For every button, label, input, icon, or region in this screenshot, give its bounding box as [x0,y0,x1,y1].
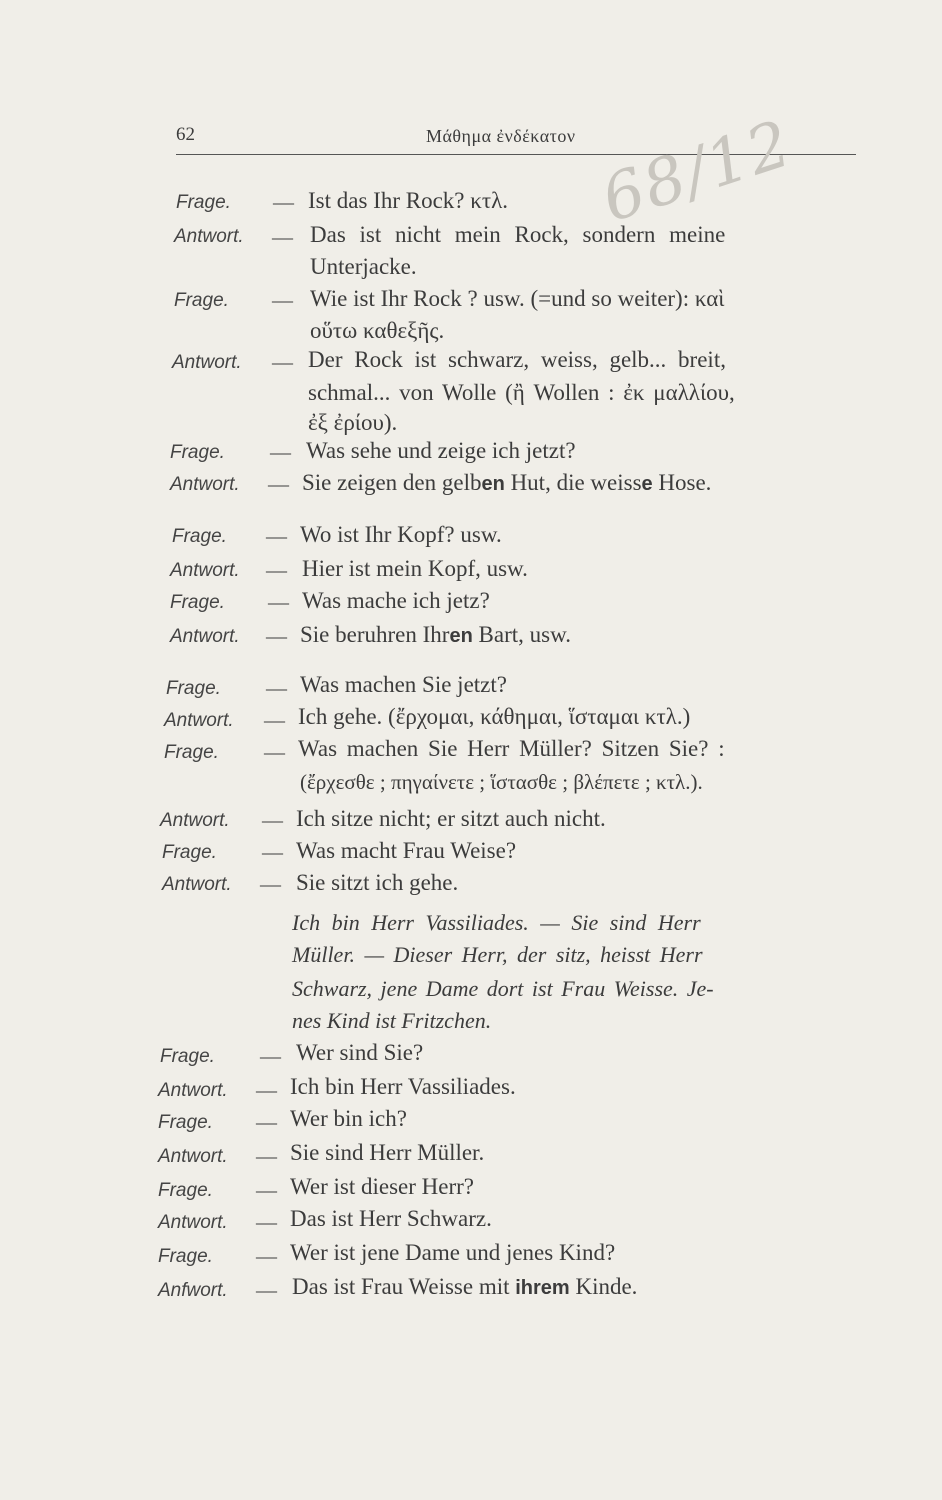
text-part: Hut, die weiss [504,470,642,495]
line-continuation: schmal... von Wolle (ἢ Wollen : ἐκ μαλλίου, [308,380,735,405]
em-dash: — [256,1244,277,1268]
text-part-bold: en [449,625,473,647]
em-dash: — [262,808,283,832]
line-text: Was mache ich jetz? [302,588,490,613]
em-dash: — [264,740,285,764]
em-dash: — [273,190,294,214]
line-text: Wer ist jene Dame und jenes Kind? [290,1240,616,1265]
line-text: Ich bin Herr Vassiliades. [290,1074,516,1099]
line-text: Hier ist mein Kopf, usw. [302,556,528,581]
line-continuation: Unterjacke. [310,254,417,279]
line-text: Was machen Sie Herr Müller? Sitzen Sie? : [298,736,725,761]
line-text: Sie sind Herr Müller. [290,1140,485,1165]
speaker-label: Frage. [158,1112,213,1133]
pencil-annotation: 68/12 [593,106,802,238]
line-text: Sie sitzt ich gehe. [296,870,459,895]
text-part: Sie beruhren Ihr [300,622,450,647]
line-text: Wer ist dieser Herr? [290,1174,474,1199]
text-part-bold: en [481,473,505,495]
line-text [300,622,571,648]
speaker-label: Antwort. [164,710,234,731]
em-dash: — [264,708,285,732]
em-dash: — [256,1144,277,1168]
speaker-label: Frage. [174,290,229,311]
speaker-label: Antwort. [174,226,244,247]
line-text: Ich sitze nicht; er sitzt auch nicht. [296,806,606,831]
speaker-label: Antwort. [158,1212,228,1233]
line-text: Was macht Frau Weise? [296,838,517,863]
chapter-title: Μάθημα ἐνδέκατον [426,126,576,146]
em-dash: — [256,1278,277,1302]
text-part: Kinde. [569,1274,638,1299]
line-continuation: ἐξ ἐρίου). [308,410,398,435]
em-dash: — [266,624,287,648]
italic-line: Ich bin Herr Vassiliades. — Sie sind Herr [292,910,701,935]
line-text: Wer bin ich? [290,1106,407,1131]
speaker-label: Frage. [166,678,221,699]
line-text: Wo ist Ihr Kopf? usw. [300,522,502,547]
line-text [302,470,711,496]
line-text: Wie ist Ihr Rock ? usw. (=und so weiter): καὶ [310,286,725,311]
speaker-label: Anfwort. [158,1280,228,1301]
em-dash: — [262,840,283,864]
speaker-label: Antwort. [158,1080,228,1101]
line-continuation: οὕτω καθεξῆς. [310,318,445,343]
italic-line: Müller. — Dieser Herr, der sitz, heisst Herr [292,942,703,967]
speaker-label: Frage. [158,1246,213,1267]
text-part-bold: ihrem [515,1277,570,1299]
em-dash: — [256,1078,277,1102]
em-dash: — [268,590,289,614]
line-text: Das ist Herr Schwarz. [290,1206,492,1231]
line-continuation: (ἔρχεσθε ; πηγαίνετε ; ἵστασθε ; βλέπετε ; κτλ.). [300,770,703,794]
em-dash: — [266,524,287,548]
speaker-label: Antwort. [158,1146,228,1167]
line-text: Ist das Ihr Rock? κτλ. [308,188,508,213]
speaker-label: Frage. [176,192,231,213]
speaker-label: Antwort. [160,810,230,831]
text-part: Das ist Frau Weisse mit [292,1274,516,1299]
speaker-label: Frage. [160,1046,215,1067]
line-text [292,1274,637,1300]
line-text: Das ist nicht mein Rock, sondern meine [310,222,726,247]
line-text: Was sehe und zeige ich jetzt? [306,438,576,463]
speaker-label: Frage. [164,742,219,763]
speaker-label: Frage. [158,1180,213,1201]
text-part-bold: e [641,473,653,495]
em-dash: — [266,558,287,582]
line-text: Ich gehe. (ἔρχομαι, κάθημαι, ἵσταμαι κτλ.) [298,704,691,729]
em-dash: — [256,1110,277,1134]
em-dash: — [260,872,281,896]
speaker-label: Frage. [170,592,225,613]
speaker-label: Antwort. [172,352,242,373]
text-part: Bart, usw. [472,622,571,647]
page-number: 62 [176,124,195,145]
text-part: Hose. [652,470,712,495]
em-dash: — [272,350,293,374]
speaker-label: Antwort. [162,874,232,895]
line-text: Was machen Sie jetzt? [300,672,507,697]
line-text: Der Rock ist schwarz, weiss, gelb... breit, [308,347,726,372]
em-dash: — [260,1044,281,1068]
speaker-label: Antwort. [170,626,240,647]
speaker-label: Antwort. [170,474,240,495]
line-text: Wer sind Sie? [296,1040,424,1065]
em-dash: — [266,676,287,700]
speaker-label: Antwort. [170,560,240,581]
italic-line: Schwarz, jene Dame dort ist Frau Weisse. Je- [292,976,714,1001]
speaker-label: Frage. [172,526,227,547]
speaker-label: Frage. [162,842,217,863]
em-dash: — [256,1178,277,1202]
italic-line: nes Kind ist Fritzchen. [292,1008,492,1033]
em-dash: — [272,288,293,312]
em-dash: — [268,472,289,496]
speaker-label: Frage. [170,442,225,463]
text-part: Sie zeigen den gelb [302,470,482,495]
em-dash: — [270,440,291,464]
em-dash: — [272,225,293,249]
em-dash: — [256,1210,277,1234]
